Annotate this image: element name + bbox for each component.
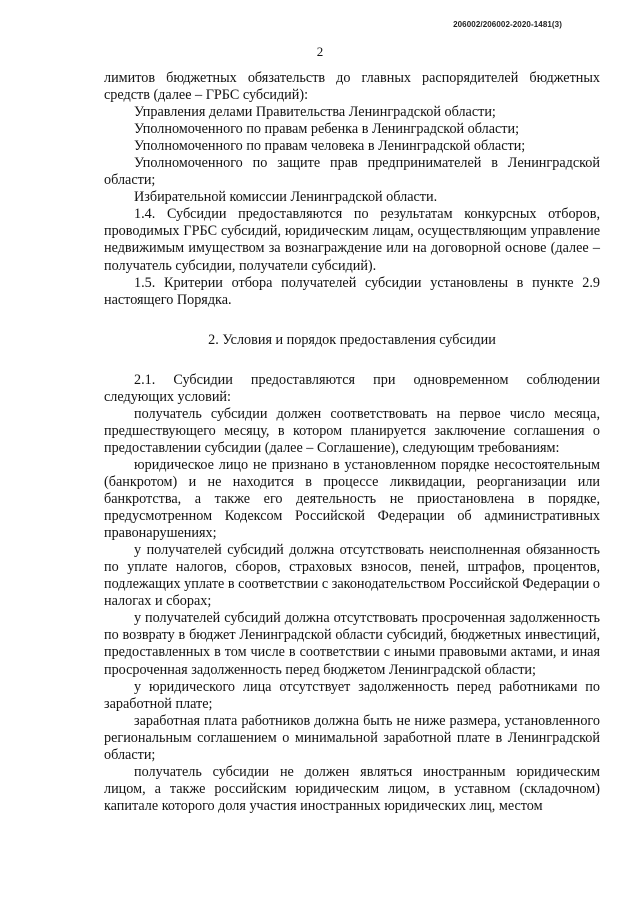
requirement-item: получатель субсидии не должен являться иностранным юридическим лицом, а также российским юридическим лицом, в уставном (складочном) капитале которого доля участия иностранных юридических лиц, местом (104, 763, 600, 814)
requirement-item: у получателей субсидий должна отсутствовать неисполненная обязанность по уплате налогов, сборов, страховых взносов, пеней, штрафов, процентов, подлежащих уплате в соответствии с законодательством Российской Федерации о налогах и сборах; (104, 542, 600, 610)
paragraph-1-4: 1.4. Субсидии предоставляются по результатам конкурсных отборов, проводимых ГРБС субсидий, юридическим лицам, осуществляющим управление недвижимым имуществом за вознаграждение или на договорной основе (далее – получатель субсидии, получатели субсидий). (104, 206, 600, 274)
section-heading: 2. Условия и порядок предоставления субсидии (208, 331, 496, 348)
document-id: 206002/206002-2020-1481(3) (453, 20, 562, 29)
list-item-grbs: Избирательной комиссии Ленинградской области. (134, 189, 438, 206)
paragraph-budget-limits: лимитов бюджетных обязательств до главных распорядителей бюджетных средств (далее – ГРБС субсидий): (104, 70, 600, 104)
requirement-item: у юридического лица отсутствует задолженность перед работниками по заработной плате; (104, 678, 600, 712)
list-item-grbs: Уполномоченного по правам человека в Ленинградской области; (134, 138, 526, 155)
paragraph-2-1: 2.1. Субсидии предоставляются при одновременном соблюдении следующих условий: (104, 371, 600, 405)
list-item-grbs: Управления делами Правительства Ленинградской области; (134, 104, 496, 121)
requirement-item: заработная плата работников должна быть не ниже размера, установленного региональным соглашением о минимальной заработной плате в Ленинградской области; (104, 712, 600, 763)
list-item-grbs: Уполномоченного по защите прав предпринимателей в Ленинградской области; (104, 155, 600, 189)
page-number: 2 (316, 44, 324, 59)
paragraph-1-5: 1.5. Критерии отбора получателей субсидии установлены в пункте 2.9 настоящего Порядка. (104, 274, 600, 308)
paragraph-requirements: получатель субсидии должен соответствовать на первое число месяца, предшествующего месяцу, в котором планируется заключение соглашения о предоставлении субсидии (далее – Соглашение), следующим требованиям: (104, 405, 600, 456)
document-body (104, 70, 600, 815)
requirement-item: юридическое лицо не признано в установленном порядке несостоятельным (банкротом) и не находится в процессе ликвидации, реорганизации или банкротства, а также его деятельность не приостановлена в порядке, предусмотренном Кодексом Российской Федерации об административных правонарушениях; (104, 456, 600, 542)
requirement-item: у получателей субсидий должна отсутствовать просроченная задолженность по возврату в бюджет Ленинградской области субсидий, бюджетных инвестиций, предоставленных в том числе в соответствии с иными правовыми актами, и иная просроченная задолженность перед бюджетом Ленинградской области; (104, 610, 600, 678)
list-item-grbs: Уполномоченного по правам ребенка в Ленинградской области; (134, 121, 520, 138)
